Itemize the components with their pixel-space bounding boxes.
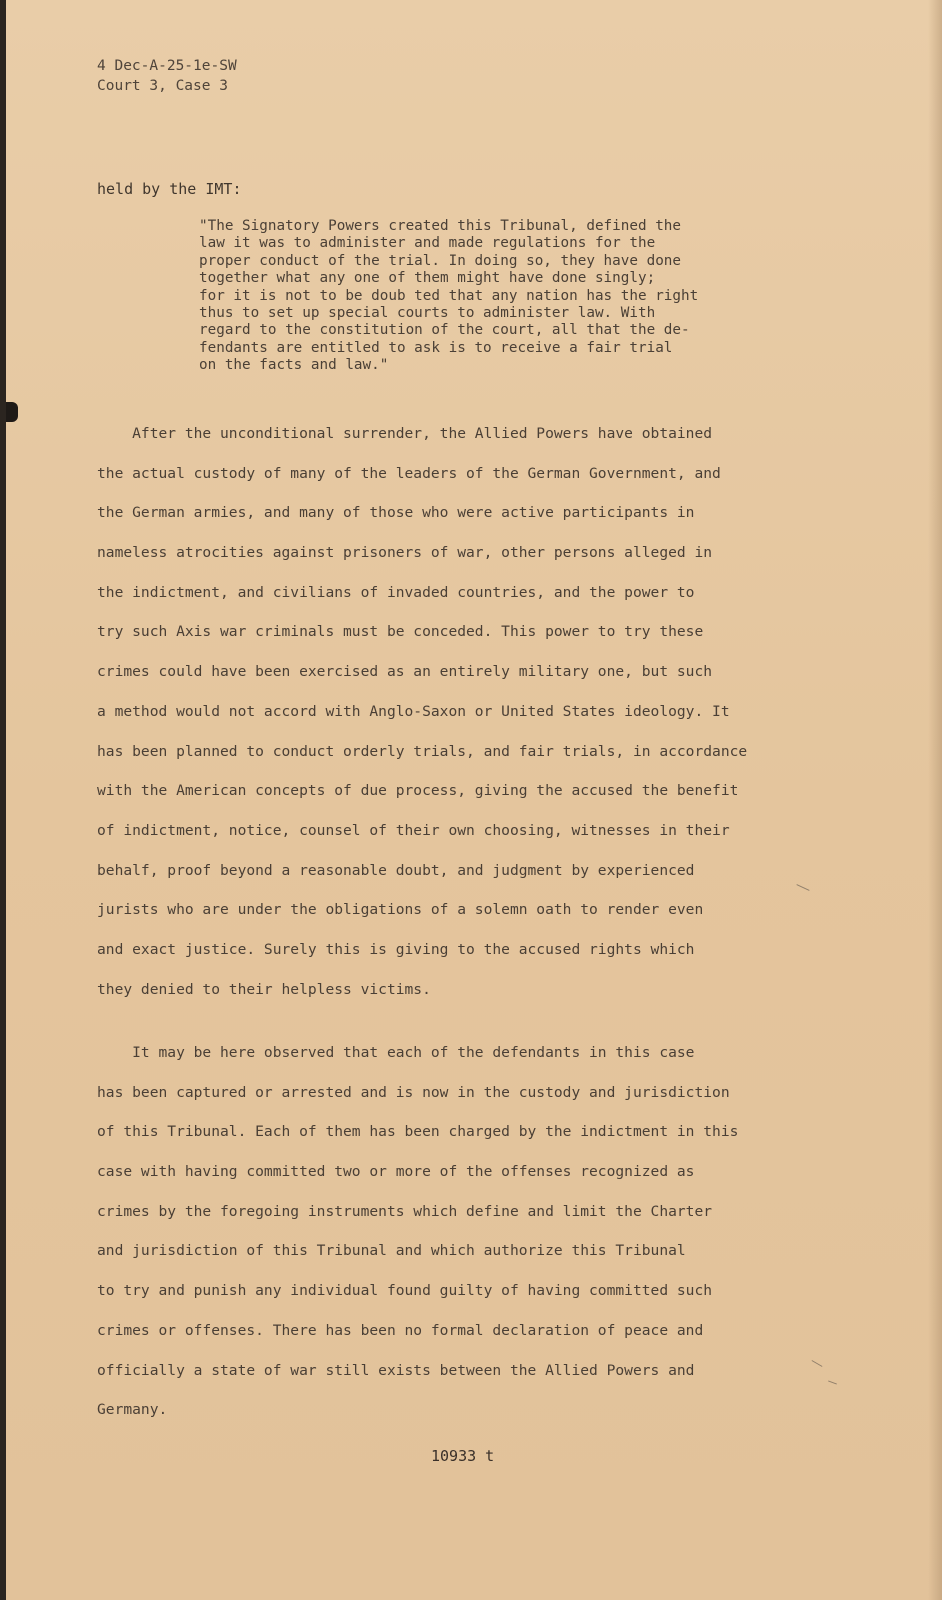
header-reference: 4 Dec-A-25-1e-SW bbox=[97, 58, 237, 74]
intro-line: held by the IMT: bbox=[97, 180, 242, 198]
text-line: and jurisdiction of this Tribunal and which authorize this Tribunal bbox=[97, 1242, 686, 1260]
text-line: a method would not accord with Anglo-Saxon or United States ideology. It bbox=[97, 702, 730, 720]
paragraph-defendants-custody bbox=[97, 1043, 738, 1440]
text-line: behalf, proof beyond a reasonable doubt, and judgment by experienced bbox=[97, 861, 695, 879]
text-line: they denied to their helpless victims. bbox=[97, 980, 431, 998]
quote-line: "The Signatory Powers created this Tribunal, defined the bbox=[199, 218, 682, 234]
pen-mark bbox=[796, 884, 809, 891]
text-line: try such Axis war criminals must be conceded. This power to try these bbox=[97, 623, 704, 641]
text-line: the indictment, and civilians of invaded countries, and the power to bbox=[97, 583, 695, 601]
text-line: Germany. bbox=[97, 1401, 168, 1419]
binding-hole-mark bbox=[6, 402, 18, 422]
text-line: nameless atrocities against prisoners of war, other persons alleged in bbox=[97, 544, 713, 562]
quote-line: thus to set up special courts to administer law. With bbox=[199, 305, 656, 322]
imt-quote-block bbox=[199, 218, 698, 375]
text-line: crimes could have been exercised as an entirely military one, but such bbox=[97, 663, 713, 681]
quote-line: on the facts and law." bbox=[199, 357, 389, 374]
text-line: the German armies, and many of those who were active participants in bbox=[97, 504, 695, 522]
text-line: officially a state of war still exists between the Allied Powers and bbox=[97, 1361, 695, 1379]
text-line: the actual custody of many of the leaders of the German Government, and bbox=[97, 464, 721, 482]
paragraph-allied-custody bbox=[97, 424, 747, 1019]
text-line: to try and punish any individual found guilty of having committed such bbox=[97, 1282, 713, 1300]
page-edge-shadow bbox=[928, 0, 942, 1600]
text-line: of this Tribunal. Each of them has been charged by the indictment in this bbox=[97, 1123, 739, 1141]
text-line: case with having committed two or more of the offenses recognized as bbox=[97, 1163, 695, 1181]
page-number: 10933 t bbox=[431, 1447, 495, 1465]
text-line: has been captured or arrested and is now in the custody and jurisdiction bbox=[97, 1083, 730, 1101]
text-line: jurists who are under the obligations of a solemn oath to render even bbox=[97, 901, 704, 919]
text-line: After the unconditional surrender, the Allied Powers have obtained bbox=[97, 425, 713, 442]
text-line: It may be here observed that each of the defendants in this case bbox=[97, 1044, 695, 1061]
pen-mark bbox=[828, 1380, 837, 1384]
text-line: crimes or offenses. There has been no formal declaration of peace and bbox=[97, 1321, 704, 1339]
text-line: with the American concepts of due process, giving the accused the benefit bbox=[97, 782, 739, 800]
document-header bbox=[97, 56, 237, 96]
quote-line: fendants are entitled to ask is to receive a fair trial bbox=[199, 339, 673, 356]
text-line: crimes by the foregoing instruments which define and limit the Charter bbox=[97, 1202, 713, 1220]
header-court-case: Court 3, Case 3 bbox=[97, 78, 228, 94]
quote-line: proper conduct of the trial. In doing so, they have done bbox=[199, 252, 682, 269]
text-line: and exact justice. Surely this is giving to the accused rights which bbox=[97, 940, 695, 958]
text-line: has been planned to conduct orderly trials, and fair trials, in accordance bbox=[97, 742, 748, 760]
quote-line: for it is not to be doub ted that any nation has the right bbox=[199, 287, 699, 304]
pen-mark bbox=[812, 1360, 823, 1367]
text-line: of indictment, notice, counsel of their own choosing, witnesses in their bbox=[97, 821, 730, 839]
quote-line: law it was to administer and made regulations for the bbox=[199, 235, 656, 252]
quote-line: regard to the constitution of the court, all that the de- bbox=[199, 322, 690, 339]
quote-line: together what any one of them might have done singly; bbox=[199, 270, 656, 287]
